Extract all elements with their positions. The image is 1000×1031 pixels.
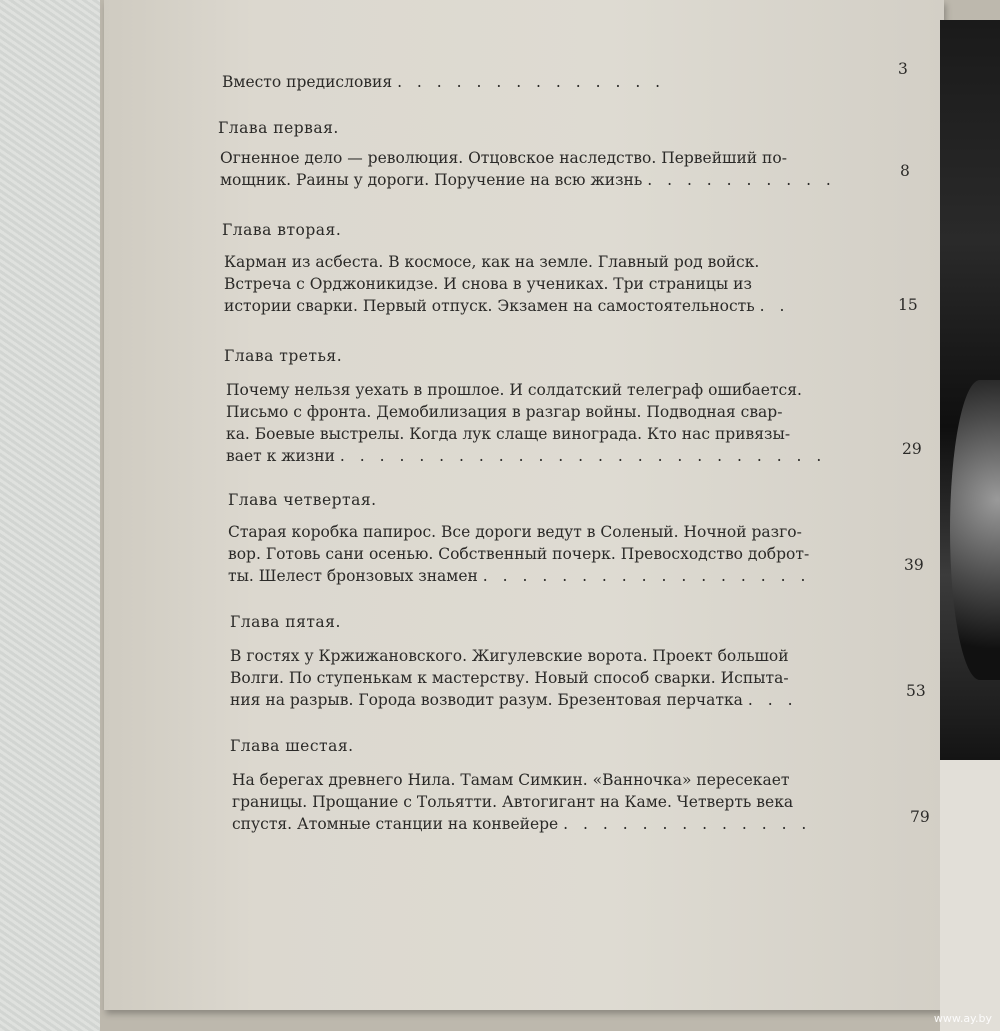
chapter-line: вор. Готовь сани осенью. Собственный почерк. Превосходство доброт- xyxy=(228,545,810,563)
chapter-line: Огненное дело — революция. Отцовское наследство. Первейший по- xyxy=(220,149,787,167)
chapter-line: Почему нельзя уехать в прошлое. И солдатский телеграф ошибается. xyxy=(226,381,802,399)
chapter-line: спустя. Атомные станции на конвейере . . . . . . . . . . . . . xyxy=(232,815,812,833)
chapter-line: Старая коробка папирос. Все дороги ведут в Соленый. Ночной разго- xyxy=(228,523,802,541)
chapter-line: В гостях у Кржижановского. Жигулевские ворота. Проект большой xyxy=(230,647,789,665)
dot-leader: . . . . . . . . . . . . . . . . . . . . . . . . . xyxy=(339,447,827,465)
page-number-intro: 3 xyxy=(898,60,908,78)
chapter-line: На берегах древнего Нила. Тамам Симкин. «Ванночка» пересекает xyxy=(232,771,790,789)
dot-leader: . . xyxy=(759,297,790,315)
page-number-ch4: 39 xyxy=(904,556,924,574)
dot-leader: . . . . . . . . . . . . . xyxy=(563,815,812,833)
chapter-line: ка. Боевые выстрелы. Когда лук слаще винограда. Кто нас привязы- xyxy=(226,425,791,443)
dot-leader: . . . xyxy=(747,691,798,709)
chapter-line: ния на разрыв. Города возводит разум. Брезентовая перчатка . . . xyxy=(230,691,798,709)
page-number-ch6: 79 xyxy=(910,808,930,826)
toc-entry-intro: Вместо предисловия . . . . . . . . . . . . . . xyxy=(222,73,666,91)
facing-page-margin xyxy=(940,760,1000,1031)
chapter-line: вает к жизни . . . . . . . . . . . . . . . . . . . . . . . . . xyxy=(226,447,827,465)
chapter-line: ты. Шелест бронзовых знамен . . . . . . . . . . . . . . . . . xyxy=(228,567,811,585)
chapter-line: мощник. Раины у дороги. Поручение на всю жизнь . . . . . . . . . . xyxy=(220,171,836,189)
page-number-ch5: 53 xyxy=(906,682,926,700)
dot-leader: . . . . . . . . . . . . . . xyxy=(397,73,666,91)
chapter-heading-3: Глава третья. xyxy=(224,347,343,365)
page-number-ch2: 15 xyxy=(898,296,918,314)
dot-leader: . . . . . . . . . . . . . . . . . xyxy=(482,567,811,585)
chapter-heading-6: Глава шестая. xyxy=(230,737,354,755)
chapter-heading-2: Глава вторая. xyxy=(222,221,342,239)
page-number-ch1: 8 xyxy=(900,162,910,180)
page-number-ch3: 29 xyxy=(902,440,922,458)
watermark: www.ay.by xyxy=(933,1012,992,1025)
chapter-line: границы. Прощание с Тольятти. Автогигант на Каме. Четверть века xyxy=(232,793,794,811)
chapter-line: Встреча с Орджоникидзе. И снова в учениках. Три страницы из xyxy=(224,275,752,293)
chapter-heading-4: Глава четвертая. xyxy=(228,491,377,509)
chapter-line: Письмо с фронта. Демобилизация в разгар войны. Подводная свар- xyxy=(226,403,783,421)
chapter-heading-5: Глава пятая. xyxy=(230,613,341,631)
dot-leader: . . . . . . . . . . xyxy=(647,171,836,189)
chapter-line: Волги. По ступенькам к мастерству. Новый способ сварки. Испыта- xyxy=(230,669,789,687)
chapter-line: истории сварки. Первый отпуск. Экзамен на самостоятельность . . xyxy=(224,297,790,315)
chapter-heading-1: Глава первая. xyxy=(218,119,339,137)
chapter-line: Карман из асбеста. В космосе, как на земле. Главный род войск. xyxy=(224,253,760,271)
